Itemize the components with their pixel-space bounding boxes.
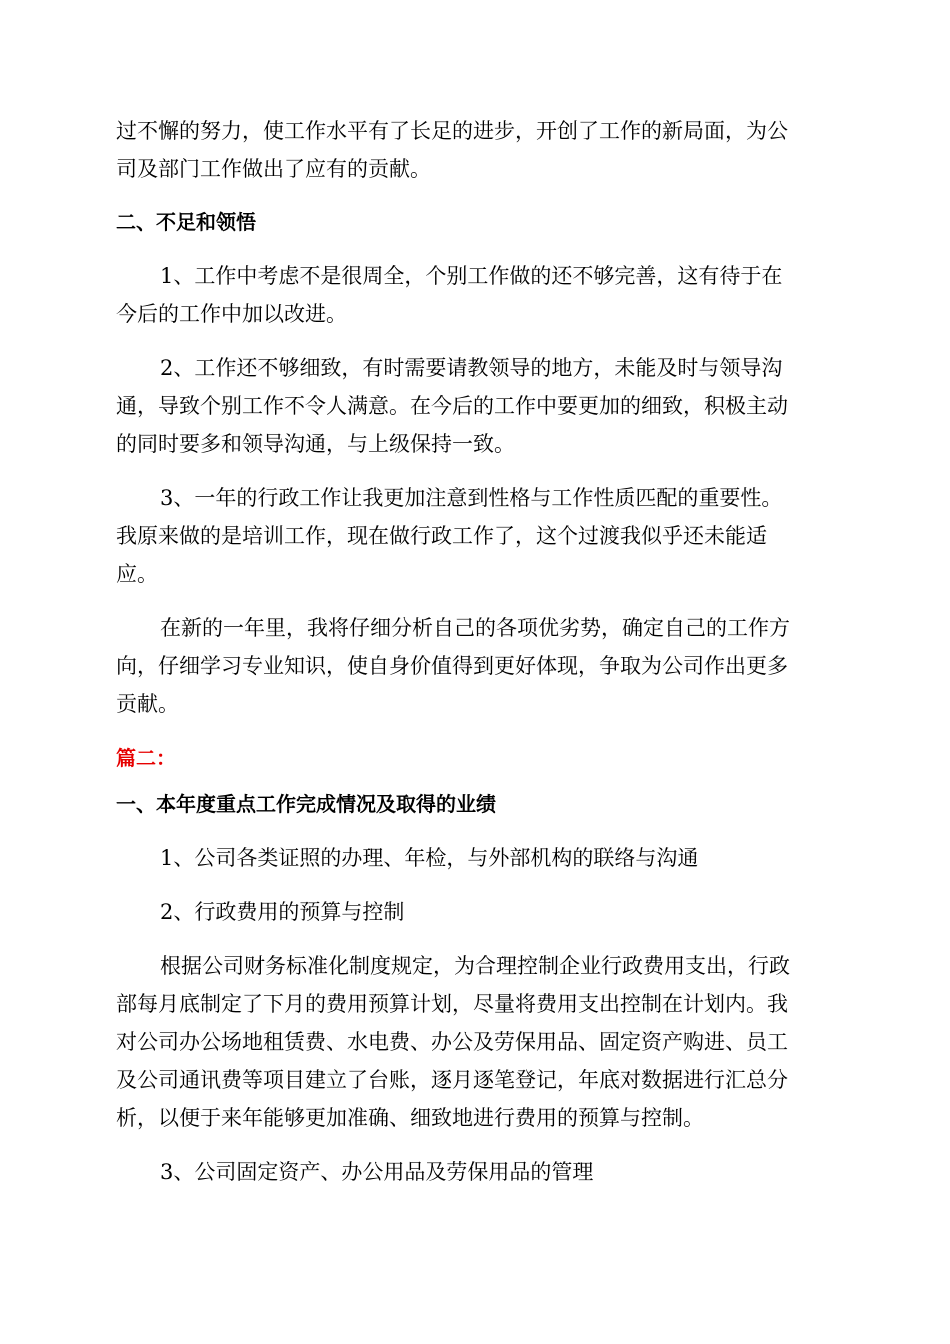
paragraph-line: 的同时要多和领导沟通，与上级保持一致。 [116, 432, 515, 456]
section-heading: 一、本年度重点工作完成情况及取得的业绩 [116, 792, 496, 816]
paragraph-line: 部每月底制定了下月的费用预算计划，尽量将费用支出控制在计划内。我 [116, 992, 788, 1016]
paragraph-line: 3、公司固定资产、办公用品及劳保用品的管理 [160, 1160, 594, 1184]
paragraph-line: 1、工作中考虑不是很周全，个别工作做的还不够完善，这有待于在 [160, 264, 783, 288]
paragraph-line: 析，以便于来年能够更加准确、细致地进行费用的预算与控制。 [116, 1106, 704, 1130]
paragraph-line: 通，导致个别工作不令人满意。在今后的工作中要更加的细致，积极主动 [116, 394, 788, 418]
section-heading: 二、不足和领悟 [116, 210, 256, 234]
paragraph-line: 2、工作还不够细致，有时需要请教领导的地方，未能及时与领导沟 [160, 356, 783, 380]
section-title-red: 篇二： [116, 746, 176, 770]
paragraph-line: 在新的一年里，我将仔细分析自己的各项优劣势，确定自己的工作方 [160, 616, 790, 640]
paragraph-line: 对公司办公场地租赁费、水电费、办公及劳保用品、固定资产购进、员工 [116, 1030, 788, 1054]
paragraph-line: 今后的工作中加以改进。 [116, 302, 347, 326]
paragraph-line: 向，仔细学习专业知识，使自身价值得到更好体现，争取为公司作出更多 [116, 654, 788, 678]
paragraph-line: 过不懈的努力，使工作水平有了长足的进步，开创了工作的新局面，为公 [116, 119, 788, 143]
paragraph-line: 应。 [116, 562, 158, 586]
paragraph-line: 1、公司各类证照的办理、年检，与外部机构的联络与沟通 [160, 846, 699, 870]
paragraph-line: 及公司通讯费等项目建立了台账，逐月逐笔登记，年底对数据进行汇总分 [116, 1068, 788, 1092]
paragraph-line: 根据公司财务标准化制度规定，为合理控制企业行政费用支出，行政 [160, 954, 790, 978]
paragraph-line: 贡献。 [116, 692, 179, 716]
paragraph-line: 司及部门工作做出了应有的贡献。 [116, 157, 431, 181]
paragraph-line: 3、一年的行政工作让我更加注意到性格与工作性质匹配的重要性。 [160, 486, 783, 510]
paragraph-line: 2、行政费用的预算与控制 [160, 900, 405, 924]
paragraph-line: 我原来做的是培训工作，现在做行政工作了，这个过渡我似乎还未能适 [116, 524, 767, 548]
